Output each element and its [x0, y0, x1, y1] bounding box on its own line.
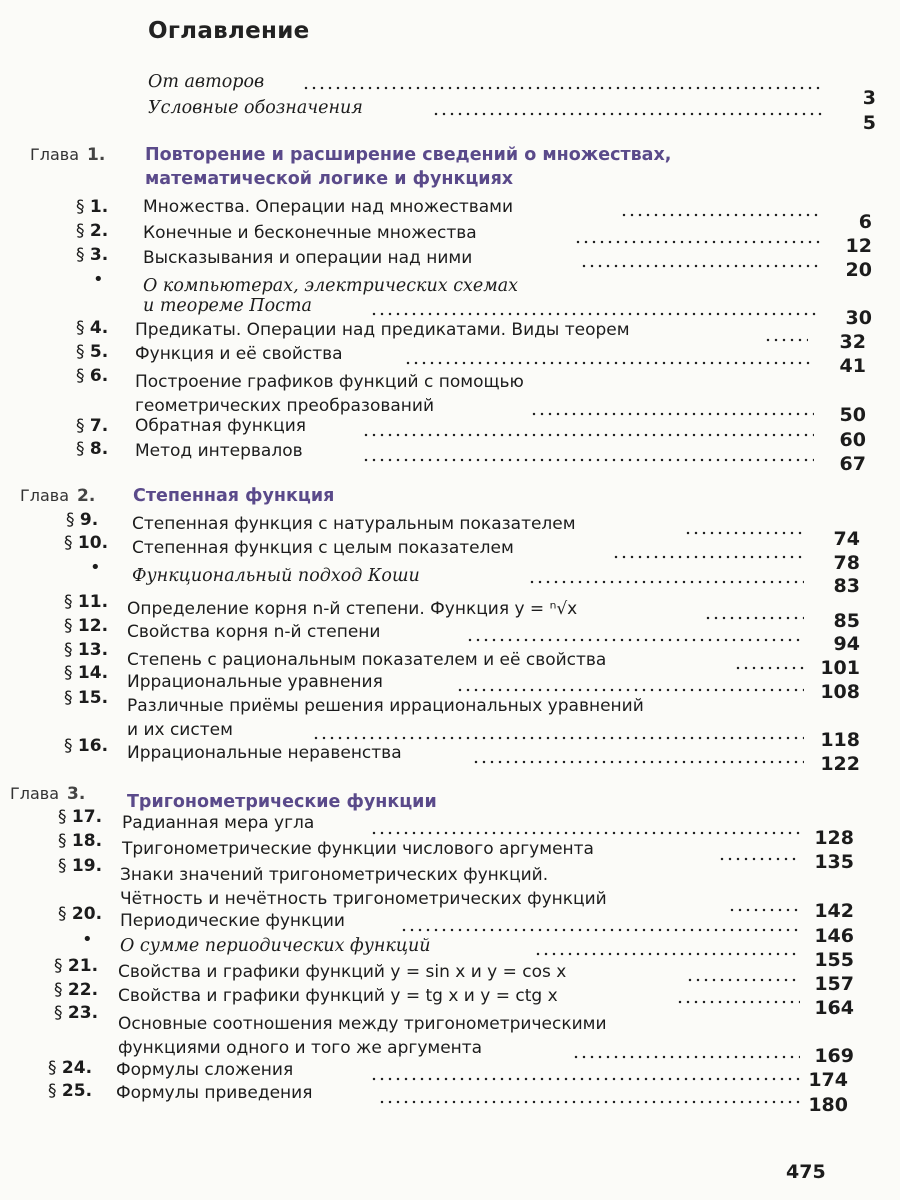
section-mark: [54, 978, 98, 1002]
entry-page: 94: [833, 633, 860, 655]
section-mark: [64, 734, 108, 758]
chapter-title-line: Тригонометрические функции: [127, 792, 437, 812]
section-number: 4.: [89, 318, 109, 338]
entry-page: 83: [833, 575, 860, 597]
entry-title-cont: и их систем: [127, 720, 233, 740]
entry-page: 169: [814, 1045, 854, 1067]
entry-page: 135: [814, 851, 854, 873]
entry-title: Степенная функция с целым показателем: [132, 538, 514, 558]
leader-dots: [400, 928, 800, 932]
section-number: 19.: [71, 856, 103, 876]
leader-dots: [370, 831, 800, 835]
leader-dots: [612, 555, 804, 559]
section-sign: §: [76, 342, 85, 362]
section-number: 21.: [67, 956, 99, 976]
leader-dots: [530, 412, 814, 416]
section-number: 12.: [77, 616, 109, 636]
section-mark: [48, 1056, 92, 1080]
entry-title: Построение графиков функций с помощью: [135, 372, 524, 392]
entry-title: Формулы приведения: [116, 1083, 313, 1103]
leader-dots: [704, 616, 804, 620]
section-mark: [76, 243, 108, 267]
section-sign: §: [76, 221, 85, 241]
section-sign: §: [58, 856, 67, 876]
entry-page: 30: [845, 307, 872, 329]
chapter-title-line: Повторение и расширение сведений о множествах,: [145, 145, 672, 165]
entry-title: Основные соотношения между тригонометрическими: [118, 1014, 607, 1034]
section-sign: §: [54, 1003, 63, 1023]
section-number: 15.: [77, 688, 109, 708]
bullet-mark: •: [82, 929, 93, 950]
entry-page: 6: [858, 211, 872, 233]
section-mark: [58, 902, 102, 926]
section-mark: [64, 686, 108, 710]
section-number: 9.: [79, 510, 99, 530]
section-sign: §: [76, 245, 85, 265]
section-mark: [64, 614, 108, 638]
entry-page: 101: [820, 657, 860, 679]
chapter-number: 2.: [77, 486, 96, 506]
section-sign: §: [64, 616, 73, 636]
leader-dots: [572, 1055, 800, 1059]
section-sign: §: [64, 533, 73, 553]
section-number: 24.: [61, 1058, 93, 1078]
leader-dots: [456, 688, 804, 692]
leader-dots: [370, 1077, 800, 1081]
front-item-page: 3: [862, 87, 876, 109]
chapter-number: 1.: [87, 145, 106, 165]
front-item-page: 5: [862, 112, 876, 134]
section-sign: §: [64, 592, 73, 612]
section-sign: §: [66, 510, 75, 530]
leader-dots: [728, 908, 800, 912]
section-mark: [64, 590, 108, 614]
entry-page: 142: [814, 900, 854, 922]
chapter-title-line: Степенная функция: [133, 486, 335, 506]
section-mark: [76, 195, 108, 219]
bullet-mark: •: [93, 269, 104, 290]
entry-title: Периодические функции: [120, 911, 345, 931]
leader-dots: [404, 361, 814, 365]
entry-page: 74: [833, 528, 860, 550]
entry-page: 41: [839, 355, 866, 377]
section-number: 13.: [77, 640, 109, 660]
entry-title: Предикаты. Операции над предикатами. Виды теорем: [135, 320, 630, 340]
section-mark: [64, 531, 108, 555]
section-number: 14.: [77, 663, 109, 683]
section-mark: [58, 805, 102, 829]
leader-dots: [686, 978, 800, 982]
entry-page: 174: [808, 1069, 848, 1091]
leader-dots: [362, 433, 814, 437]
entry-title: Формулы сложения: [116, 1060, 294, 1080]
page-title: Оглавление: [148, 18, 310, 44]
chapter-word: Глава: [10, 784, 60, 803]
entry-title: Функциональный подход Коши: [132, 566, 420, 586]
entry-title: Иррациональные уравнения: [127, 672, 383, 692]
leader-dots: [466, 638, 804, 642]
section-mark: [58, 829, 102, 853]
leader-dots: [620, 213, 820, 217]
section-sign: §: [64, 688, 73, 708]
section-number: 18.: [71, 831, 103, 851]
section-mark: [66, 508, 98, 532]
section-sign: §: [58, 831, 67, 851]
section-mark: [64, 638, 108, 662]
chapter-word: Глава: [30, 145, 80, 164]
section-mark: [64, 661, 108, 685]
leader-dots: [684, 531, 804, 535]
chapter-heading: [10, 782, 85, 806]
entry-title-cont: геометрических преобразований: [135, 396, 434, 416]
entry-title: Высказывания и операции над ними: [143, 248, 473, 268]
section-number: 23.: [67, 1003, 99, 1023]
section-mark: [76, 340, 108, 364]
entry-page: 78: [833, 552, 860, 574]
entry-title: Обратная функция: [135, 416, 306, 436]
section-number: 22.: [67, 980, 99, 1000]
section-sign: §: [76, 318, 85, 338]
entry-title: О сумме периодических функций: [120, 936, 431, 956]
front-item-label: От авторов: [148, 72, 265, 92]
section-mark: [76, 414, 108, 438]
entry-page: 122: [820, 753, 860, 775]
entry-page: 155: [814, 949, 854, 971]
leader-dots: [676, 1000, 800, 1004]
section-number: 5.: [89, 342, 109, 362]
entry-title: Степень с рациональным показателем и её свойства: [127, 650, 607, 670]
entry-title: Иррациональные неравенства: [127, 743, 402, 763]
section-mark: [76, 316, 108, 340]
section-number: 16.: [77, 736, 109, 756]
entry-title-cont: Чётность и нечётность тригонометрических функций: [120, 889, 607, 909]
section-sign: §: [58, 904, 67, 924]
entry-page: 180: [808, 1094, 848, 1116]
entry-title-cont: и теореме Поста: [143, 296, 312, 316]
entry-title-cont: функциями одного и того же аргумента: [118, 1038, 483, 1058]
section-mark: [48, 1079, 92, 1103]
leader-dots: [574, 240, 820, 244]
leader-dots: [580, 264, 820, 268]
leader-dots: [370, 312, 820, 316]
section-number: 25.: [61, 1081, 93, 1101]
entry-title: Конечные и бесконечные множества: [143, 223, 477, 243]
entry-page: 157: [814, 973, 854, 995]
leader-dots: [734, 666, 808, 670]
entry-page: 50: [839, 404, 866, 426]
entry-title: Знаки значений тригонометрических функций.: [120, 865, 549, 885]
section-number: 11.: [77, 592, 109, 612]
page-number: 475: [786, 1161, 826, 1183]
section-sign: §: [54, 980, 63, 1000]
bullet-mark: •: [90, 557, 101, 578]
entry-page: 164: [814, 997, 854, 1019]
section-sign: §: [48, 1081, 57, 1101]
section-mark: [76, 437, 108, 461]
leader-dots: [432, 112, 822, 116]
leader-dots: [534, 952, 800, 956]
section-number: 6.: [89, 366, 109, 386]
section-number: 7.: [89, 416, 109, 436]
section-sign: §: [76, 416, 85, 436]
entry-title: Различные приёмы решения иррациональных уравнений: [127, 696, 644, 716]
entry-page: 146: [814, 925, 854, 947]
section-number: 20.: [71, 904, 103, 924]
entry-page: 60: [839, 429, 866, 451]
section-sign: §: [76, 439, 85, 459]
section-sign: §: [58, 807, 67, 827]
chapter-number: 3.: [67, 784, 86, 804]
entry-page: 85: [833, 610, 860, 632]
section-sign: §: [76, 197, 85, 217]
section-number: 3.: [89, 245, 109, 265]
entry-page: 67: [839, 453, 866, 475]
section-number: 10.: [77, 533, 109, 553]
chapter-heading: [20, 484, 95, 508]
entry-page: 108: [820, 681, 860, 703]
section-number: 1.: [89, 197, 109, 217]
entry-page: 20: [845, 259, 872, 281]
entry-title: Свойства корня n-й степени: [127, 622, 381, 642]
leader-dots: [764, 338, 808, 342]
section-mark: [76, 364, 108, 388]
chapter-word: Глава: [20, 486, 70, 505]
leader-dots: [528, 580, 804, 584]
chapter-title-line: математической логике и функциях: [145, 169, 514, 189]
section-number: 2.: [89, 221, 109, 241]
section-mark: [54, 954, 98, 978]
entry-title: Свойства и графики функций y = tg x и y = ctg x: [118, 986, 558, 1006]
front-item-label: Условные обозначения: [148, 98, 363, 118]
entry-title: Радианная мера угла: [122, 813, 315, 833]
section-sign: §: [76, 366, 85, 386]
section-sign: §: [48, 1058, 57, 1078]
section-sign: §: [54, 956, 63, 976]
entry-page: 118: [820, 729, 860, 751]
entry-title: Свойства и графики функций y = sin x и y = cos x: [118, 962, 567, 982]
entry-title: О компьютерах, электрических схемах: [143, 276, 519, 296]
section-sign: §: [64, 736, 73, 756]
section-sign: §: [64, 640, 73, 660]
section-sign: §: [64, 663, 73, 683]
entry-title: Тригонометрические функции числового аргумента: [122, 839, 594, 859]
section-mark: [76, 219, 108, 243]
leader-dots: [312, 736, 804, 740]
entry-title: Множества. Операции над множествами: [143, 197, 514, 217]
chapter-heading: [30, 143, 105, 167]
entry-page: 128: [814, 827, 854, 849]
section-mark: [54, 1001, 98, 1025]
section-number: 8.: [89, 439, 109, 459]
entry-page: 12: [845, 235, 872, 257]
entry-title: Степенная функция с натуральным показателем: [132, 514, 576, 534]
leader-dots: [718, 857, 800, 861]
entry-title: Метод интервалов: [135, 441, 303, 461]
entry-title: Функция и её свойства: [135, 344, 343, 364]
entry-page: 32: [839, 331, 866, 353]
leader-dots: [362, 458, 814, 462]
entry-title: Определение корня n-й степени. Функция y = ⁿ√x: [127, 599, 578, 619]
section-number: 17.: [71, 807, 103, 827]
section-mark: [58, 854, 102, 878]
leader-dots: [302, 86, 822, 90]
leader-dots: [472, 760, 804, 764]
leader-dots: [378, 1100, 800, 1104]
